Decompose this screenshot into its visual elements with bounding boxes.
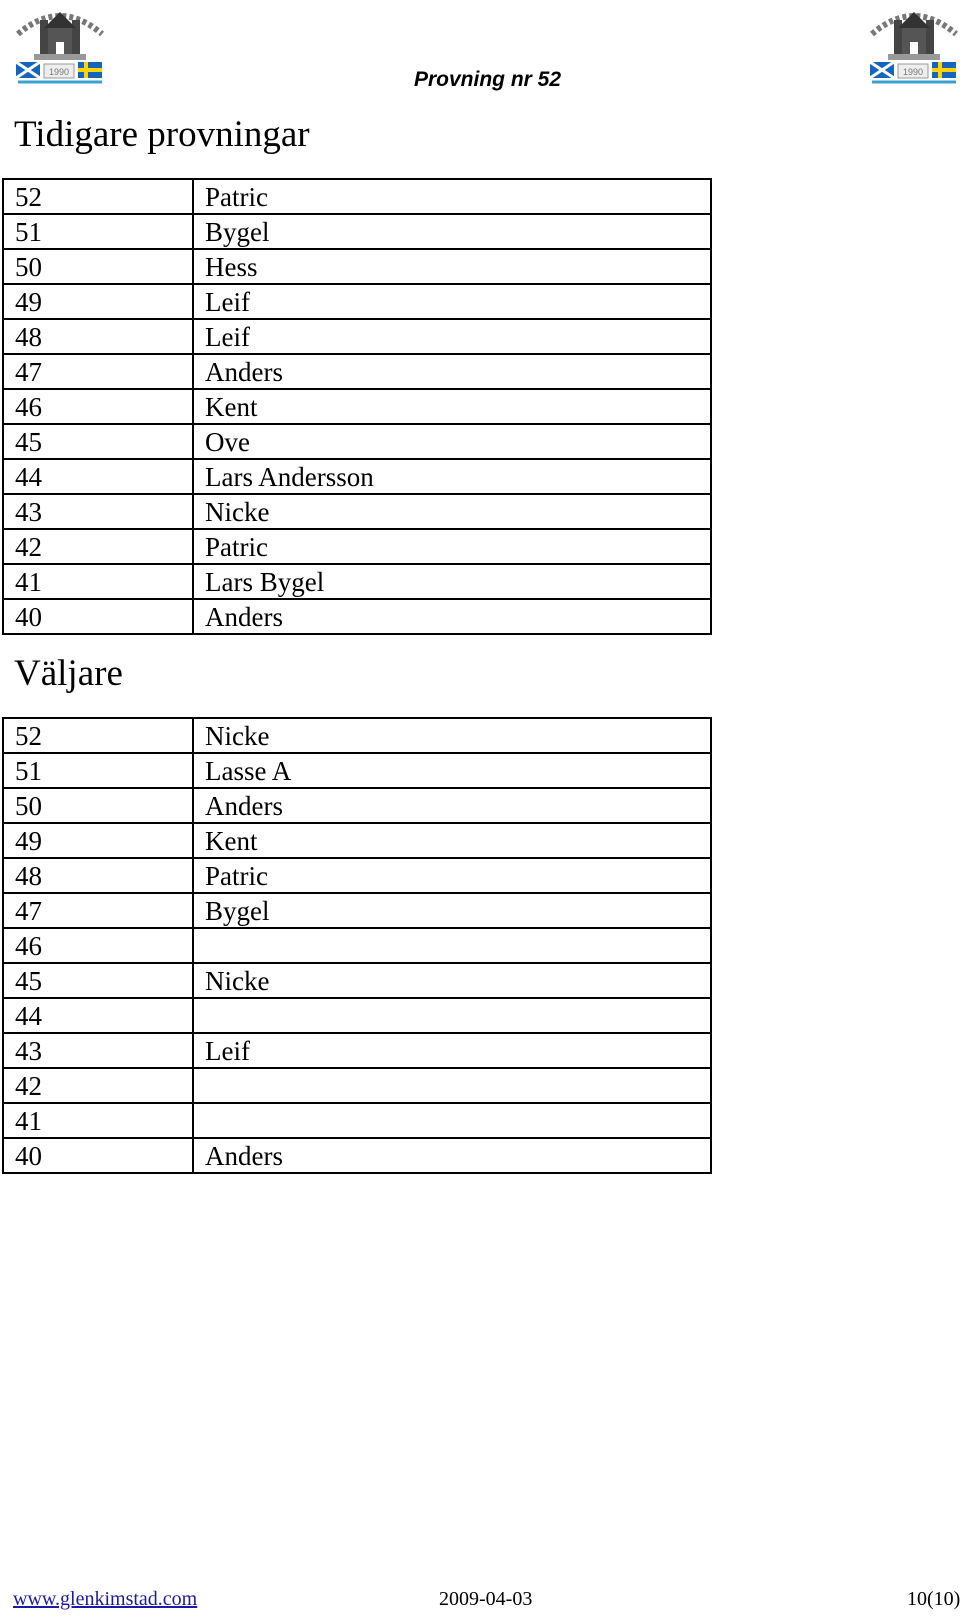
row-name-cell: Leif xyxy=(193,284,711,319)
table-row xyxy=(3,564,711,599)
table-row xyxy=(3,858,711,893)
table-row xyxy=(3,823,711,858)
row-number-cell: 44 xyxy=(3,998,193,1033)
row-number-cell: 48 xyxy=(3,319,193,354)
table-row xyxy=(3,179,711,214)
row-number-cell: 51 xyxy=(3,214,193,249)
table-row xyxy=(3,459,711,494)
row-name-cell: Anders xyxy=(193,354,711,389)
table-row xyxy=(3,389,711,424)
row-name-cell: Lars Andersson xyxy=(193,459,711,494)
table-row xyxy=(3,249,711,284)
row-number-cell: 49 xyxy=(3,823,193,858)
row-name-cell: Nicke xyxy=(193,963,711,998)
table-row xyxy=(3,1033,711,1068)
row-number-cell: 45 xyxy=(3,424,193,459)
table-row xyxy=(3,788,711,823)
valjare-table xyxy=(2,717,712,1174)
row-number-cell: 43 xyxy=(3,494,193,529)
row-name-cell: Ove xyxy=(193,424,711,459)
table-row xyxy=(3,494,711,529)
row-name-cell: Anders xyxy=(193,1138,711,1173)
table-row xyxy=(3,424,711,459)
table-row xyxy=(3,529,711,564)
row-name-cell: Kent xyxy=(193,389,711,424)
row-number-cell: 47 xyxy=(3,893,193,928)
row-number-cell: 40 xyxy=(3,1138,193,1173)
row-name-cell: Nicke xyxy=(193,494,711,529)
row-number-cell: 44 xyxy=(3,459,193,494)
row-number-cell: 50 xyxy=(3,249,193,284)
row-number-cell: 42 xyxy=(3,1068,193,1103)
table-row xyxy=(3,718,711,753)
row-name-cell: Leif xyxy=(193,1033,711,1068)
row-name-cell: Anders xyxy=(193,788,711,823)
row-number-cell: 45 xyxy=(3,963,193,998)
table-row xyxy=(3,963,711,998)
section-heading-valjare: Väljare xyxy=(14,653,123,694)
svg-text:1990: 1990 xyxy=(902,67,924,77)
row-name-cell: Patric xyxy=(193,529,711,564)
tidigare-provningar-table xyxy=(2,178,712,635)
row-name-cell: Anders xyxy=(193,599,711,634)
row-number-cell: 51 xyxy=(3,753,193,788)
row-number-cell: 41 xyxy=(3,1103,193,1138)
svg-text:1990: 1990 xyxy=(48,67,70,77)
row-number-cell: 52 xyxy=(3,179,193,214)
table-row xyxy=(3,928,711,963)
row-name-cell: Bygel xyxy=(193,214,711,249)
row-name-cell xyxy=(193,998,711,1033)
section-heading-tidigare: Tidigare provningar xyxy=(14,114,310,155)
row-name-cell xyxy=(193,1068,711,1103)
row-name-cell xyxy=(193,928,711,963)
row-number-cell: 42 xyxy=(3,529,193,564)
row-number-cell: 47 xyxy=(3,354,193,389)
row-name-cell: Hess xyxy=(193,249,711,284)
row-number-cell: 41 xyxy=(3,564,193,599)
row-name-cell: Nicke xyxy=(193,718,711,753)
table-row xyxy=(3,753,711,788)
footer-website-link[interactable]: www.glenkimstad.com xyxy=(13,1588,198,1610)
table-row xyxy=(3,284,711,319)
table-row xyxy=(3,893,711,928)
row-number-cell: 43 xyxy=(3,1033,193,1068)
club-logo-right xyxy=(866,4,960,88)
row-number-cell: 40 xyxy=(3,599,193,634)
row-name-cell: Lars Bygel xyxy=(193,564,711,599)
footer-page-number: 10(10) xyxy=(907,1588,960,1610)
row-number-cell: 46 xyxy=(3,389,193,424)
table-row xyxy=(3,354,711,389)
row-number-cell: 49 xyxy=(3,284,193,319)
row-name-cell: Leif xyxy=(193,319,711,354)
row-name-cell: Lasse A xyxy=(193,753,711,788)
row-number-cell: 50 xyxy=(3,788,193,823)
page-header-title: Provning nr 52 xyxy=(414,68,562,91)
table-row xyxy=(3,214,711,249)
row-number-cell: 46 xyxy=(3,928,193,963)
row-name-cell: Patric xyxy=(193,858,711,893)
footer-date: 2009-04-03 xyxy=(439,1588,533,1610)
row-number-cell: 48 xyxy=(3,858,193,893)
table-row xyxy=(3,1068,711,1103)
row-name-cell xyxy=(193,1103,711,1138)
table-row xyxy=(3,1138,711,1173)
row-name-cell: Bygel xyxy=(193,893,711,928)
table-row xyxy=(3,599,711,634)
table-row xyxy=(3,998,711,1033)
table-row xyxy=(3,1103,711,1138)
row-name-cell: Kent xyxy=(193,823,711,858)
row-number-cell: 52 xyxy=(3,718,193,753)
table-row xyxy=(3,319,711,354)
club-logo-left xyxy=(12,4,108,88)
row-name-cell: Patric xyxy=(193,179,711,214)
